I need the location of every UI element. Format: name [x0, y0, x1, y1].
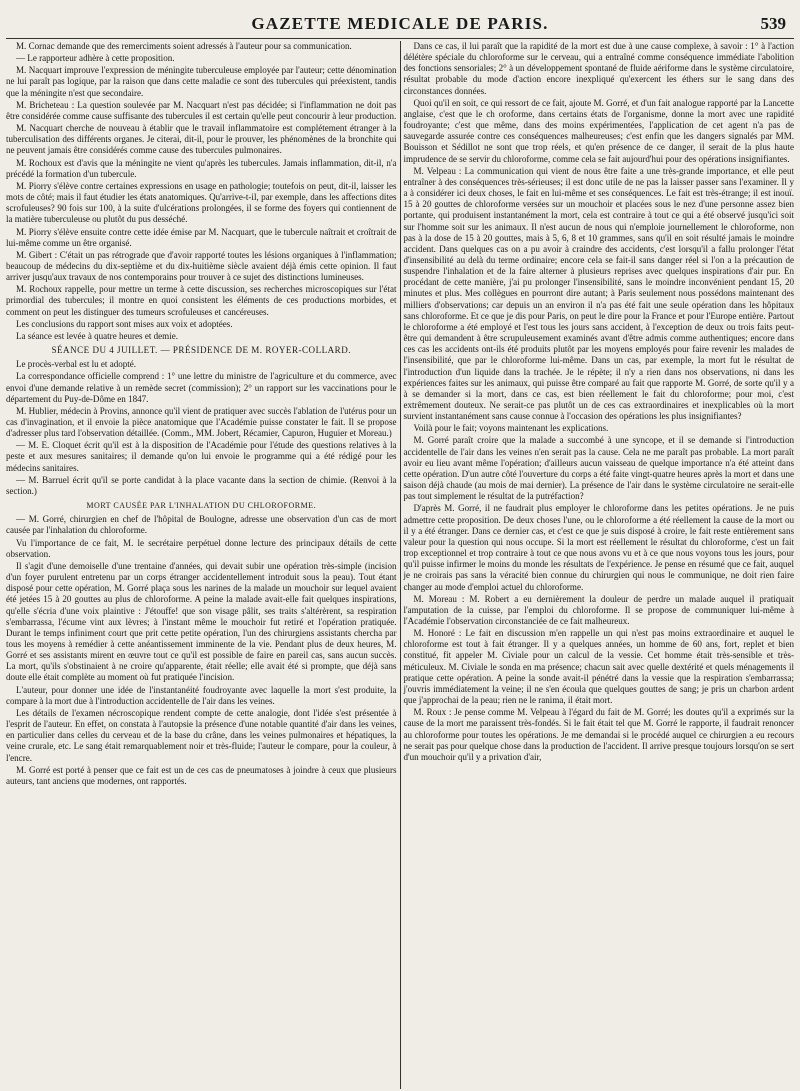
paragraph: M. Piorry s'élève ensuite contre cette idée émise par M. Nacquart, que le tubercule naîtrait et croîtrait de lui-même comme un être organisé.: [6, 226, 397, 248]
section-heading: MORT CAUSÉE PAR L'INHALATION DU CHLOROFORME.: [86, 501, 317, 511]
paragraph: La correspondance officielle comprend : 1° une lettre du ministre de l'agriculture et du commerce, avec envoi d'une demande relative à un remède secret (commission); 2° un rapport sur les vaccinations pour le département du Puy-de-Dôme en 1847.: [6, 371, 397, 404]
masthead: [6, 0, 794, 38]
header-rule: [6, 38, 794, 39]
paragraph: Quoi qu'il en soit, ce qui ressort de ce fait, ajoute M. Gorré, et d'un fait analogue rapporté par la Lancette anglaise, c'est que le ch oroforme, dans certains états de l'organisme, donne la mort avec une rapidité foudroyante; c'est que même, dans des moins expérimentées, l'application de cet agent n'a pas de sauvegarde assurée contre ces conséquences malheureuses; c'est enfin que les dangers signalés par MM. Bouisson et Sédillot ne sont que trop réels, et qu'en présence de ce danger, il serait de la plus haute imprudence de se servir du chloroforme, comme cela se fait aujourd'hui pour des opérations insignifiantes.: [403, 97, 794, 164]
left-column: [6, 41, 400, 1089]
paragraph: La séance est levée à quatre heures et demie.: [16, 330, 179, 341]
paragraph: M. Hublier, médecin à Provins, annonce qu'il vient de pratiquer avec succès l'ablation de l'utérus pour un cas d'invagination, et il envoie la pièce anatomique que l'Académie puisse constater le fait. Il se propose d'adresser plus tard l'observation détaillée. (Comm., MM. Jobert, Récamier, Capuron, Huguier et Moreau.): [6, 405, 397, 439]
paragraph: M. Rochoux est d'avis que la méningite ne vient qu'après les tubercules. Jamais inflammation, dit-il, n'a précédé la formation d'un tubercule.: [6, 157, 397, 179]
page-number: 539: [760, 14, 786, 33]
paragraph: Dans ce cas, il lui paraît que la rapidité de la mort est due à une cause complexe, à savoir : 1° à l'action délétère spéciale du chloroforme sur le cerveau, qui a entraîné comme conséquence immédiate l'abolition des fonctions sensoriales; 2° à un développement spontané de fluide aériforme dans le système circulatoire, résultat probable du mode d'action encore inexpliqué qu'exercent les éthers sur le sang dans des circonstances données.: [403, 41, 794, 96]
paragraph: Les détails de l'examen nécroscopique rendent compte de cette analogie, dont l'idée s'est présentée à l'esprit de l'auteur. En effet, on constata à l'autopsie la présence d'une notable quantité d'air dans les veines, en particulier dans celles du cerveau et de la base du crâne, dans les veines pulmonaires et hépatiques, la veine crurale, etc. Le sang était remarquablement noir et très-fluide; l'auteur le compare, pour la couleur, à l'encre.: [6, 707, 397, 763]
paragraph: M. Moreau : M. Robert a eu dernièrement la douleur de perdre un malade auquel il pratiquait l'amputation de la cuisse, par l'emploi du chloroforme. Il se propose de communiquer lui-même à l'Académie l'observation circonstanciée de ce fait malheureux.: [403, 593, 794, 626]
paragraph: M. Piorry s'élève contre certaines expressions en usage en pathologie; toutefois on peut, dit-il, laisser les mots de côté; mais il faut étudier les états anatomiques. Qu'arrive-t-il, par exemple, dans les affections dites scrofuleuses? 90 fois sur 100, à la suite d'ulcérations prolongées, il se forme des foyers qui contiennent de la matière tuberculeuse ou plutôt du pus desséché.: [6, 180, 397, 225]
paragraph: M. Velpeau : La communication qui vient de nous être faite a une très-grande importance, et elle peut entraîner à des conséquences très-sérieuses; il est donc utile de ne pas la laisser passer sans l'examiner. Il y a à considérer ici deux choses, le fait en lui-même et ses conséquences. Le fait est très-étrange; il est inouï. 15 à 20 gouttes de chloroforme versées sur un mouchoir et placées sous le nez d'une personne assez bien portante, qui produisent instantanément la mort, cela est contraire à tout ce qui a été observé jusqu'ici soit sur l'homme soit sur les animaux. Il n'est aucun de nous qui n'emploie journellement le chloroforme, non pas à la dose de 15 à 20 gouttes, mais à 5, 6, 8 et 10 grammes, sans qu'il en soit résulté jamais le moindre accident. Dans quelques cas on a pu avoir à craindre des accidents, c'est lorsqu'il a fallu prolonger l'état d'insensibilité au delà du terme ordinaire; encore cela se fait-il sans danger réel si l'on a la précaution de suspendre l'inhalation et de la faire alterner à plusieurs reprises avec quelques inspirations d'air pur. En procédant de cette manière, j'ai pu prolonger l'insensibilité, sans le moindre inconvénient pendant 15, 20 minutes et plus. Mes collègues en pourront dire autant; à Paris seulement nous possédons maintenant des milliers d'observations; car depuis un an environ il n'a pas été fait une seule opération dans les hôpitaux sans chloroforme. Et ce que je dis pour Paris, on peut le dire pour la France et pour l'Europe entière. Partout le chloroforme a été employé et l'est tous les jours sans accident, à l'exception de deux ou trois faits peut-être qui demandent à être scrupuleusement examinés avant d'être admis comme authentiques; encore dans ces cas les accidents ont-ils été produits plutôt par les moyens employés pour faire revenir les malades de l'insensibilité, que par le chloroforme lui-même. Dans un cas, par exemple, la mort fut le résultat de l'introduction d'un liquide dans la trachée. Je le répète; il n'y a rien dans nos observations, ni dans les expériences faites sur les animaux, qui puisse être comparé au fait que rapporte M. Gorré, de sorte qu'il y a à se demander si la mort, dans ce cas, est bien réellement le fait du chloroforme; pour moi, c'est extrêmement douteux. Ne serait-ce pas plutôt un de ces cas extraordinaires et inexplicables où la mort survient instantanément sans cause connue à l'occasion des opérations les plus insignifiantes?: [403, 165, 794, 422]
paragraph: M. Nacquart improuve l'expression de méningite tuberculeuse employée par l'auteur; cette dénomination ne lui paraît pas logique, par la raison que dans cette maladie ce sont des tubercules qui préexistent, tandis que la méningite n'est que secondaire.: [6, 65, 397, 98]
paragraph: M. Cornac demande que des remerciments soient adressés à l'auteur pour sa communication.: [16, 41, 352, 51]
paragraph: M. Gorré paraît croire que la malade a succombé à une syncope, et il se demande si l'introduction accidentelle de l'air dans les veines n'en serait pas la cause. Cela ne me paraît pas probable. La mort paraît avoir eu lieu avant même l'opération; d'ailleurs aucun vaisseau de quelque importance n'a été atteint dans cette opération. D'un autre côté l'ouverture du corps a été faite vingt-quatre heures après la mort et dans une saison déjà chaude (au mois de mai dernier). La présence de l'air dans le système circulatoire ne serait-elle pas tout simplement le résultat de la putréfaction?: [403, 435, 794, 502]
right-column: [401, 41, 795, 1089]
paragraph: L'auteur, pour donner une idée de l'instantanéité foudroyante avec laquelle la mort s'est produite, la compare à la mort due à l'introduction accidentelle de l'air dans les veines.: [6, 684, 397, 706]
publication-title: GAZETTE MEDICALE DE PARIS.: [251, 14, 549, 33]
paragraph: M. Honoré : Le fait en discussion m'en rappelle un qui n'est pas moins extraordinaire et auquel le chloroforme est tout à fait étranger. Il y a quelques années, un homme de 60 ans, fort, replet et bien constitué, fit appeler M. Civiale pour un calcul de la vessie. Cet homme était très-sensible et très-méticuleux. M. Civiale le sonda en ma présence; chacun sait avec quelle dextérité et quels ménagements il pratique cette opération. A peine la sonde avait-il pénétré dans la vessie que la respiration s'embarrassa; j'ouvris immédiatement la veine; il ne s'en écoula que quelques gouttes de sang; je pris un charbon ardent que j'approchai de la peau; rien ne le ranima, il était mort.: [403, 628, 794, 706]
paragraph: Vu l'importance de ce fait, M. le secrétaire perpétuel donne lecture des principaux détails de cette observation.: [6, 537, 397, 559]
paragraph: M. Gorré est porté à penser que ce fait est un de ces cas de pneumatoses à joindre à ceux que plusieurs auteurs, tant anciens que modernes, ont rapportés.: [6, 764, 397, 786]
session-heading: SÉANCE DU 4 JUILLET. — PRÉSIDENCE DE M. ROYER-COLLARD.: [51, 345, 351, 356]
paragraph: Le procès-verbal est lu et adopté.: [16, 359, 137, 370]
paragraph: M. Nacquart cherche de nouveau à établir que le travail inflammatoire est complétement étranger à la tuberculisation des différents organes. Je citerai, dit-il, pour le prouver, les phénomènes de la bronchite qui ne peuvent jamais être considérés comme cause des tubercules pulmonaires.: [6, 123, 397, 156]
text-columns: [6, 41, 794, 1089]
paragraph: M. Roux : Je pense comme M. Velpeau à l'égard du fait de M. Gorré; les doutes qu'il a exprimés sur la cause de la mort me paraissent très-fondés. Si le fait était tel que M. Gorré le rapporte, il faudrait renoncer au chloroforme pour toutes les opérations. Je me demandai si le procédé auquel ce chirurgien a eu recours ne serait pas pour quelque chose dans la production de l'accident. Il arrive presque toujours lorsqu'on se sert d'un mouchoir qu'il y a privation d'air,: [403, 707, 794, 762]
paragraph: D'après M. Gorré, il ne faudrait plus employer le chloroforme dans les petites opérations. Je ne puis admettre cette proposition. De deux choses l'une, ou le chloroforme a été réellement la cause de la mort ou il y a été étranger. Dans ce dernier cas, et c'est ce que je suis disposé à croire, le fait reste entièrement sans valeur pour la question qui nous occupe. Si la mort est réellement le résultat du chloroforme, c'est un fait trop exceptionnel et trop contraire à tout ce que nous avons vu et à ce que nous voyons tous les jours, pour qu'il puisse infirmer le moins du monde les résultats de l'expérience. Je pense en résumé que ce fait, auquel je ne croirais pas sans la véracité bien connue du chirurgien qui nous le communique, ne doit rien faire changer au mode d'emploi actuel du chloroforme.: [403, 503, 794, 592]
paragraph: M. Gibert : C'était un pas rétrograde que d'avoir rapporté toutes les lésions organiques à l'inflammation; beaucoup de médecins du dix-septième et du dix-huitième siècle avaient déjà émis cette opinion. Il faut arriver jusqu'aux travaux de nos contemporains pour trouver à ce sujet des distinctions lumineuses.: [6, 249, 397, 283]
paragraph: Voilà pour le fait; voyons maintenant les explications.: [413, 423, 609, 434]
paragraph: M. Rochoux rappelle, pour mettre un terme à cette discussion, ses recherches microscopiques sur l'état primordial des tubercules; il montre en quoi consistent les éléments de ces productions morbides, et comment on peut les distinguer des tumeurs scrofuleuses et cancéreuses.: [6, 284, 397, 317]
paragraph: Les conclusions du rapport sont mises aux voix et adoptées.: [16, 318, 233, 329]
paragraph: — Le rapporteur adhère à cette proposition.: [16, 53, 175, 64]
paragraph: — M. Gorré, chirurgien en chef de l'hôpital de Boulogne, adresse une observation d'un cas de mort causée par l'inhalation du chloroforme.: [6, 514, 397, 536]
paragraph: Il s'agit d'une demoiselle d'une trentaine d'années, qui devait subir une opération très-simple (incision d'un foyer purulent entretenu par un corps étranger accidentellement introduit sous la peau). Tout étant disposé pour cette opération, M. Gorré plaça sous les narines de la malade un mouchoir sur lequel avaient été jetées 15 à 20 gouttes au plus de chloroforme. A peine la malade avait-elle fait quelques inspirations, qu'elle s'écria d'une voix plaintive : J'étouffe! que son visage pâlit, ses traits s'altérèrent, sa respiration s'embarrassa, l'écume vint aux lèvres; à l'instant même le mouchoir fut retiré et l'opération pratiquée. Durant le temps infiniment court que prit cette petite opération, l'un des chirurgiens assistants chercha par tous les moyens à remédier à cette anéantissement imminente de la vie. Pendant plus de deux heures, M. Gorré et ses assistants mirent en œuvre tout ce qu'il est possible de faire en pareil cas, sans aucun succès. La mort, qu'ils s'obstinaient à ne croire qu'apparente, était réelle; elle avait été si prompte, que déjà sans doute elle était complète au moment où fut pratiquée l'incision.: [6, 560, 397, 683]
paragraph: M. Bricheteau : La question soulevée par M. Nacquart n'est pas décidée; si l'inflammation ne doit pas être considérée comme cause suffisante des tubercules il est certain qu'elle peut concourir à leur production.: [6, 99, 397, 121]
paragraph: — M. E. Cloquet écrit qu'il est à la disposition de l'Académie pour l'étude des questions relatives à la peste et aux mesures sanitaires; il demande qu'on lui envoie le programme qui a été rédigé pour les médecins sanitaires.: [6, 440, 397, 473]
paragraph: — M. Barruel écrit qu'il se porte candidat à la place vacante dans la section de chimie. (Renvoi à la section.): [6, 474, 397, 496]
